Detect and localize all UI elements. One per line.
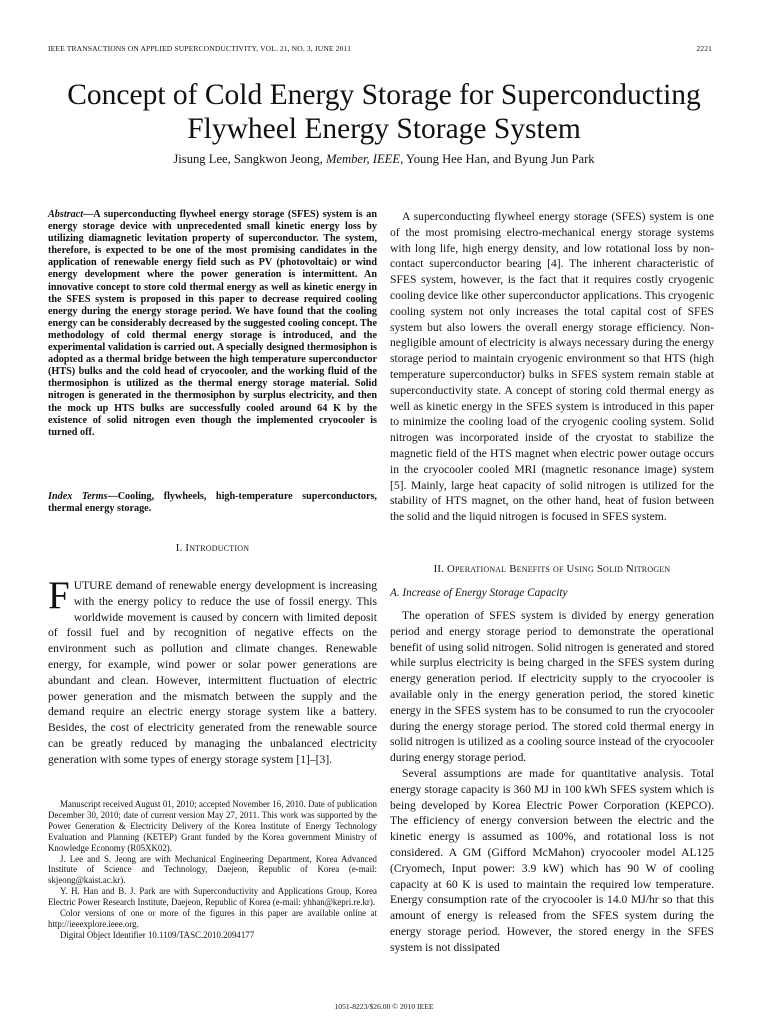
introduction-text: UTURE demand of renewable energy development is increasing with the energy policy to reduce the use of fossil energy. This worldwide movement is caused by concern with limited deposit of fossil fuel and by recognition of negative effects on the environment such as pollution and climate changes. Renewable energy, for example, wind power or solar power generations are abundant and clean. However, intermittent fluctuation of electric power generation and the mismatch between the supply and the demand require an electric energy storage system like a battery. Besides, the cost of electricity generated from the renewable source can be greatly reduced by managing the unbalanced electricity generation with some types of energy storage system [1]–[3]. bbox=[48, 579, 377, 766]
footnote-item: Y. H. Han and B. J. Park are with Superconductivity and Applications Group, Korea Electric Power Research Institute, Daejeon, Republic of Korea (e-mail: yhhan@kepri.re.kr). bbox=[48, 886, 377, 908]
subsection-heading: A. Increase of Energy Storage Capacity bbox=[390, 587, 568, 599]
abstract-dash: — bbox=[83, 209, 94, 220]
introduction-paragraph bbox=[48, 574, 377, 768]
footnotes bbox=[48, 799, 377, 941]
author-names-a: Jisung Lee, Sangkwon Jeong, bbox=[173, 152, 323, 166]
abstract-label: Abstract bbox=[48, 209, 84, 220]
page-number: 2221 bbox=[696, 44, 712, 53]
footnote-item: Manuscript received August 01, 2010; accepted November 16, 2010. Date of publication December 30, 2010; date of current version May 27, 2011. This work was supported by the Power Generation & Electricity Delivery of the Korea Institute of Energy Technology Evaluation and Planning (KETEP) Grant funded by the Korea government Ministry of Knowledge Economy (R05XK02). bbox=[48, 799, 377, 853]
body-paragraph: The operation of SFES system is divided by energy generation period and energy storage period to demonstrate the operational benefit of using solid nitrogen. Solid nitrogen is generated and stored while surplus electricity is being charged in the SFES system during energy generation period. If electricity supply to the cryocooler is available only in the energy generation period, the stored kinetic energy in the SFES system has to be consumed to run the cryocooler during the energy storage period. The stored cold thermal energy in solid nitrogen is utilized as a cooling source instead of the cryocooler during energy storage period. bbox=[390, 609, 714, 765]
abstract bbox=[48, 209, 377, 439]
right-intro-paragraph bbox=[390, 209, 714, 525]
section-heading-introduction bbox=[48, 542, 377, 554]
right-intro-text: A superconducting flywheel energy storage (SFES) system is one of the most promising electro-mechanical energy storage systems with long life, high energy density, and low rotational loss by non-contact superconductor bearing [4]. The inherent characteristic of SFES system, however, is the fact that it requires costly cryogenic cooling device like other superconductor applications. This cryogenic cooling system not only increases the total capital cost of SFES system but also lowers the overall energy storage efficiency. Non-negligible amount of electricity is always necessary during the energy storage period to maintain cryogenic environment so that HTS (high temperature superconductor) bulks in SFES system remain stable at superconductivity state. A concept of storing cold thermal energy as well as kinetic energy in the SFES system is introduced in this paper to minimize the cooling load of the cryogenic cooling system. Solid nitrogen was incorporated inside of the cryostat to stabilize the magnetic field of the HTS magnet when electric power outage occurs in the cryocooler cooled MRI (magnetic resonance image) system [5]. Mainly, large heat capacity of solid nitrogen is utilized for the stability of HTS magnet, on the other hand, heat of fusion between the solid and the liquid nitrogen is focused in SFES system. bbox=[390, 210, 714, 524]
paper-title: Concept of Cold Energy Storage for Superconducting Flywheel Energy Storage System bbox=[67, 79, 701, 145]
author-line bbox=[40, 152, 728, 167]
body-paragraph: Several assumptions are made for quantitative analysis. Total energy storage capacity is 360 MJ in 100 kWh SFES system which is being developed by Korea Electric Power Corporation (KEPCO). The efficiency of energy conversion between the electric and the kinetic energy is assumed as 100%, and rotational loss is not considered. A GM (Gifford McMahon) cryocooler model AL125 (Cryomech, Input power: 3.9 kW) which has 90 W of cooling capacity at 60 K is used to maintain the required low temperature. Energy consumption rate of the cryocooler is 14.0 MJ/hr so that this amount of energy is released from the SFES system during the energy storage period. However, the stored energy in the SFES system is not dissipated bbox=[390, 766, 714, 954]
index-terms-label: Index Terms bbox=[48, 491, 108, 502]
section-title: Operational Benefits of Using Solid Nitrogen bbox=[447, 563, 671, 575]
section-heading-operational-benefits bbox=[390, 563, 714, 575]
section-number: II. bbox=[433, 563, 445, 575]
index-terms-text: Cooling, flywheels, high-temperature superconductors, thermal energy storage. bbox=[48, 491, 377, 515]
copyright-footer: 1051-8223/$26.00 © 2010 IEEE bbox=[334, 1002, 434, 1011]
section-number: I. bbox=[175, 542, 183, 554]
section-title: Introduction bbox=[185, 542, 250, 554]
footnote-item: Digital Object Identifier 10.1109/TASC.2010.2094177 bbox=[60, 929, 255, 940]
footnote-item: Color versions of one or more of the figures in this paper are available online at http://ieeexplore.ieee.org. bbox=[48, 908, 377, 929]
index-terms-dash: — bbox=[107, 491, 118, 502]
author-membership: Member, IEEE, bbox=[325, 152, 404, 166]
running-header bbox=[48, 44, 712, 53]
author-names-b: Young Hee Han, and Byung Jun Park bbox=[405, 152, 595, 166]
journal-name: IEEE TRANSACTIONS ON APPLIED SUPERCONDUCTIVITY, VOL. 21, NO. 3, JUNE 2011 bbox=[48, 44, 351, 53]
index-terms bbox=[48, 491, 377, 515]
right-body bbox=[390, 608, 714, 956]
footnote-item: J. Lee and S. Jeong are with Mechanical Engineering Department, Korea Advanced Institute of Science and Technology, Daejeon, Republic of Korea (e-mail: skjeong@kaist.ac.kr). bbox=[48, 853, 377, 886]
drop-cap: F bbox=[48, 574, 70, 617]
abstract-text: A superconducting flywheel energy storage (SFES) system is an energy storage device with unprecedented small kinetic energy loss by utilizing diamagnetic levitation property of superconductor. The system, therefore, is expected to be one of the most promising candidates in the application of renewable energy field such as PV (photovoltaic) or wind energy development where the power generation is intermittent. An innovative concept to store cold thermal energy as well as kinetic energy in the SFES system is proposed in this paper to decrease required cooling energy during the energy storage period. We have found that the cooling energy can be considerably decreased by the suggested cooling concept. The methodology of cold thermal energy storage is introduced, and the experimental validation is carried out. A specially designed thermosiphon is adopted as a thermal bridge between the high temperature superconductor (HTS) bulks and the cold head of cryocooler, and the working fluid of the thermosiphon is utilized as the thermal energy storage material. Solid nitrogen is generated in the thermosiphon by surplus electricity, and then the mock up HTS bulks are successfully cooled around 64 K by the existence of solid nitrogen even though the implemented cryocooler is turned off. bbox=[48, 209, 377, 438]
